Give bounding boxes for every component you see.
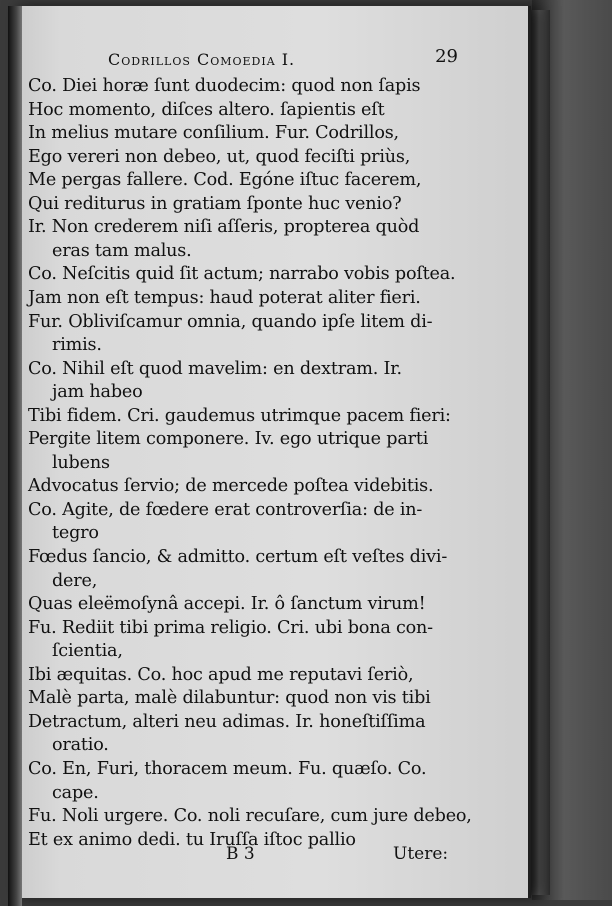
text-line: Detractum, alteri neu adimas. Ir. honeſtiſſima [28, 711, 426, 732]
text-line: Fœdus ſancio, & admitto. certum eſt veſtes divi- [28, 547, 448, 567]
running-header [108, 46, 458, 72]
text-line: Co. Agite, de fœdere erat controverſia: de in- [28, 499, 423, 520]
page-edge [528, 10, 550, 895]
text-line: Co. Nihil eſt quod mavelim: en dextram. Ir. [28, 358, 402, 379]
text-line: Et ex animo dedi. tu Iruſſa iſtoc pallio [28, 829, 356, 850]
text-line: Co. Diei horæ ſunt duodecim: quod non ſapis [28, 76, 421, 96]
text-line: jam habeo [52, 382, 143, 403]
page-number: 29 [435, 46, 458, 67]
text-line: Malè parta, malè dilabuntur: quod non vis tibi [28, 688, 431, 709]
text-line: cape. [52, 782, 99, 803]
catchword: Utere: [393, 844, 449, 864]
text-line: eras tam malus. [52, 240, 192, 261]
signature-mark: B 3 [226, 844, 255, 864]
text-line: Qui rediturus in gratiam ſponte huc venio? [28, 193, 402, 214]
running-title: Codrillos Comoedia I. [108, 50, 296, 69]
text-line: dere, [52, 570, 98, 591]
text-line: Ir. Non crederem niſi aſſeris, propterea quòd [28, 217, 420, 238]
text-line: Co. En, Furi, thoracem meum. Fu. quæſo. Co. [28, 758, 427, 779]
text-line: Tibi fidem. Cri. gaudemus utrimque pacem fieri: [28, 405, 451, 426]
text-line: Fur. Obliviſcamur omnia, quando ipſe litem di- [28, 311, 433, 332]
text-line: lubens [52, 452, 110, 473]
book-page [8, 6, 531, 898]
text-line: Jam non eſt tempus: haud poterat aliter fieri. [28, 287, 421, 308]
text-line: Pergite litem componere. Iv. ego utrique parti [28, 429, 429, 450]
text-line: Hoc momento, diſces altero. ſapientis eſt [28, 99, 385, 120]
text-line: Me pergas fallere. Cod. Egóne iſtuc facerem, [28, 170, 422, 191]
text-line: Fu. Rediit tibi prima religio. Cri. ubi bona con- [28, 617, 433, 638]
book-gutter [8, 6, 22, 906]
text-line: Advocatus ſervio; de mercede poſtea videbitis. [28, 476, 434, 497]
text-line: oratio. [52, 735, 109, 756]
text-line: tegro [52, 523, 99, 544]
text-line: Fu. Noli urgere. Co. noli recuſare, cum jure debeo, [28, 806, 472, 827]
text-line: In melius mutare conſilium. Fur. Codrillos, [28, 123, 399, 144]
text-line: Quas eleëmoſynâ accepi. Ir. ô ſanctum virum! [28, 594, 426, 615]
text-line: Ego vereri non debeo, ut, quod feciſti priùs, [28, 146, 411, 167]
text-line: ſcientia, [52, 641, 123, 662]
text-line: rimis. [52, 335, 102, 356]
text-line: Ibi æquitas. Co. hoc apud me reputavi ſeriò, [28, 664, 414, 685]
text-line: Co. Neſcitis quid ſit actum; narrabo vobis poſtea. [28, 264, 456, 285]
